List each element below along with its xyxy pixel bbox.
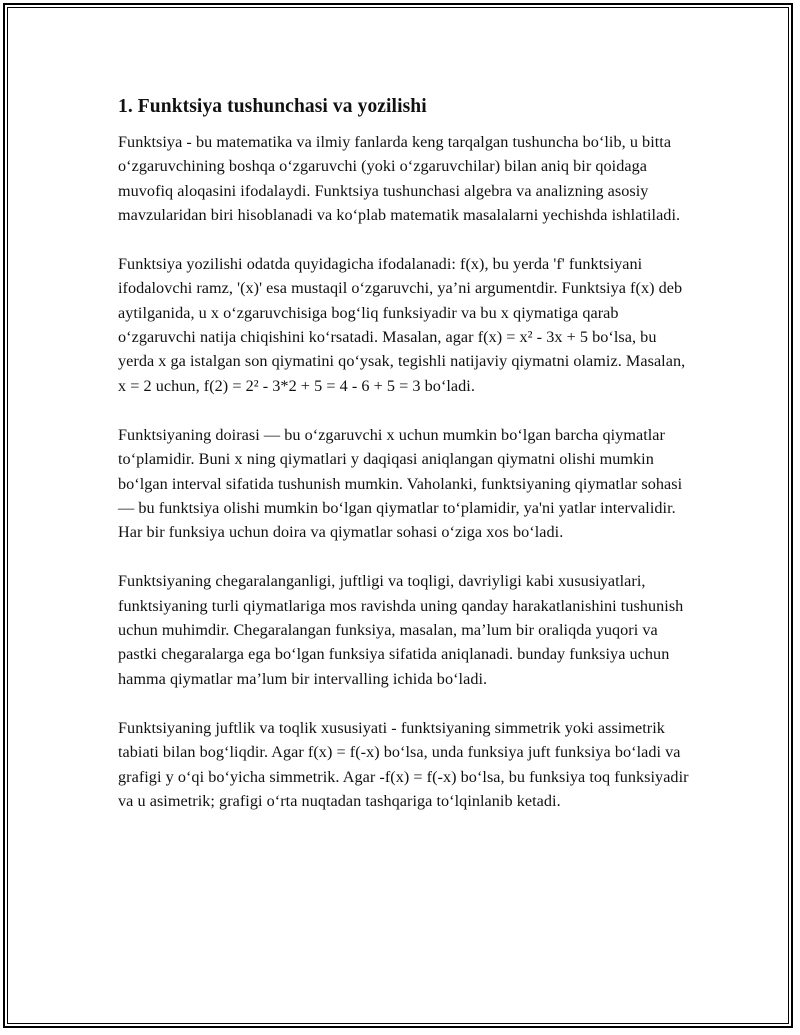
section-heading: 1. Funktsiya tushunchasi va yozilishi: [118, 96, 427, 117]
document-content: [118, 94, 690, 838]
paragraph-domain-range: Funktsiyaning doirasi — bu o‘zgaruvchi x uchun mumkin bo‘lgan barcha qiymatlar to‘plamidir. Buni x ning qiymatlari y daqiqasi aniqlangan qiymatni olishi mumkin bo‘lgan interval sifatida tushunish mumkin. Vaholanki, funktsiyaning qiymatlar sohasi — bu funktsiya olishi mumkin bo‘lgan qiymatlar to‘plamidir, ya'ni yatlar intervalidir. Har bir funksiya uchun doira va qiymatlar sohasi o‘ziga xos bo‘ladi.: [118, 425, 683, 542]
paragraph-parity: Funktsiyaning juftlik va toqlik xususiyati - funktsiyaning simmetrik yoki assimetrik tabiati bilan bog‘liqdir. Agar f(x) = f(-x) bo‘lsa, unda funksiya juft funksiya bo‘ladi va grafigi y o‘qi bo‘yicha simmetrik. Agar -f(x) = f(-x) bo‘lsa, bu funksiya toq funksiyadir va u asimetrik; grafigi o‘rta nuqtadan tashqariga to‘lqinlanib ketadi.: [118, 718, 689, 810]
paragraph-properties: Funktsiyaning chegaralanganligi, juftligi va toqligi, davriyligi kabi xususiyatlari, funktsiyaning turli qiymatlariga mos ravishda uning qanday harakatlanishini tushunish uchun muhimdir. Chegaralangan funksiya, masalan, ma’lum bir oraliqda yuqori va pastki chegaralarga ega bo‘lgan funksiya sifatida aniqlanadi. bunday funksiya uchun hamma qiymatlar ma’lum bir intervalling ichida bo‘ladi.: [118, 572, 684, 688]
paragraph-definition: Funktsiya - bu matematika va ilmiy fanlarda keng tarqalgan tushuncha bo‘lib, u bitta o‘zgaruvchining boshqa o‘zgaruvchi (yoki o‘zgaruvchilar) bilan aniq bir qoidaga muvofiq aloqasini ifodalaydi. Funktsiya tushunchasi algebra va analizning asosiy mavzularidan biri hisoblanadi va ko‘plab matematik masalalarni yechishda ishlatiladi.: [118, 133, 681, 224]
paragraph-notation: Funktsiya yozilishi odatda quyidagicha ifodalanadi: f(x), bu yerda 'f' funktsiyani ifodalovchi ramz, '(x)' esa mustaqil o‘zgaruvchi, ya’ni argumentdir. Funktsiya f(x) deb aytilganida, u x o‘zgaruvchisiga bog‘liq funksiyadir va bu x qiymatiga qarab o‘zgaruvchi natija chiqishini ko‘rsatadi. Masalan, agar f(x) = x² - 3x + 5 bo‘lsa, bu yerda x ga istalgan son qiymatini qo‘ysak, tegishli natijaviy qiymatni olamiz. Masalan, x = 2 uchun, f(2) = 2² - 3*2 + 5 = 4 - 6 + 5 = 3 bo‘ladi.: [118, 255, 686, 395]
